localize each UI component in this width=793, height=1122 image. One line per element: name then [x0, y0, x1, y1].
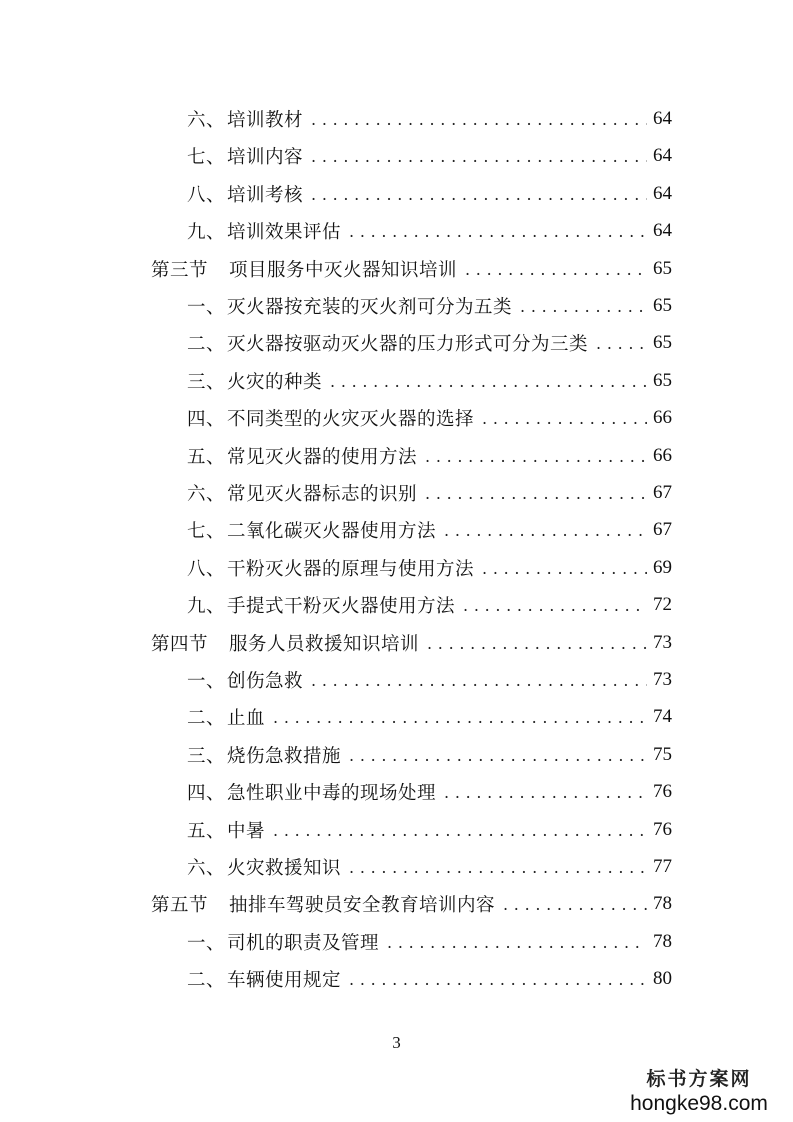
toc-entry-label [187, 555, 474, 581]
toc-entry-page: 65 [653, 332, 672, 354]
watermark [619, 1068, 779, 1116]
toc-subsection-entry[interactable] [187, 740, 672, 770]
toc-subsection-entry[interactable] [187, 590, 672, 620]
toc-entry-separator: 、 [206, 184, 226, 206]
toc-entry-separator: 、 [206, 858, 226, 879]
toc-entry-title: 烧伤急救措施 [227, 745, 342, 767]
toc-entry-title: 急性职业中毒的现场处理 [227, 783, 437, 805]
toc-entry-label [187, 143, 303, 169]
toc-entry-page: 77 [653, 856, 672, 877]
toc-entry-label [151, 891, 495, 917]
toc-entry-number: 五 [187, 820, 207, 842]
toc-entry-label [187, 368, 322, 394]
toc-entry-separator: 、 [206, 745, 226, 767]
toc-entry-number: 九 [187, 222, 207, 244]
dot-leader [311, 665, 647, 695]
toc-entry-page: 64 [653, 220, 672, 242]
toc-entry-number: 一 [187, 932, 207, 954]
toc-entry-title: 常见灭火器的使用方法 [227, 446, 418, 468]
toc-entry-title: 手提式干粉灭火器使用方法 [227, 596, 456, 618]
dot-leader [427, 628, 647, 658]
toc-entry-number: 第四节 [151, 633, 209, 655]
toc-entry-label [187, 742, 341, 768]
dot-leader [311, 141, 647, 171]
toc-entry-title: 灭火器按充装的灭火剂可分为五类 [227, 297, 513, 318]
toc-subsection-entry[interactable] [187, 515, 672, 545]
toc-entry-page: 75 [653, 743, 672, 765]
toc-subsection-entry[interactable] [187, 964, 672, 994]
toc-entry-page: 67 [653, 519, 672, 541]
toc-entry-number: 一 [187, 671, 207, 692]
toc-entry-number: 三 [187, 745, 207, 767]
toc-entry-number: 三 [187, 371, 207, 393]
toc-entry-label [187, 667, 303, 693]
toc-entry-page: 66 [653, 407, 672, 429]
toc-entry-separator: 、 [206, 484, 226, 505]
toc-entry-label [151, 630, 419, 656]
toc-entry-separator [208, 260, 227, 281]
toc-entry-number: 二 [187, 970, 207, 992]
toc-entry-separator: 、 [206, 147, 226, 169]
toc-subsection-entry[interactable] [187, 702, 672, 732]
toc-entry-number: 第五节 [151, 895, 209, 917]
toc-entry-page: 78 [653, 893, 672, 915]
dot-leader [311, 104, 647, 134]
toc-entry-label [187, 966, 341, 992]
toc-entry-number: 五 [187, 446, 207, 468]
toc-entry-number: 八 [187, 184, 207, 206]
toc-subsection-entry[interactable] [187, 403, 672, 433]
toc-entry-title: 项目服务中灭火器知识培训 [229, 259, 458, 281]
toc-entry-page: 73 [653, 669, 672, 690]
toc-entry-separator: 、 [206, 222, 226, 244]
toc-entry-number: 七 [187, 521, 207, 543]
dot-leader [465, 254, 647, 284]
dot-leader [273, 815, 647, 845]
toc-entry-separator: 、 [206, 521, 226, 543]
dot-leader [425, 441, 647, 471]
toc-entry-number: 二 [187, 334, 207, 356]
toc-entry-number: 八 [187, 558, 207, 580]
toc-entry-separator: 、 [206, 932, 226, 954]
toc-entry-page: 65 [653, 369, 672, 391]
toc-entry-page: 67 [653, 482, 672, 503]
toc-entry-label [187, 218, 341, 244]
toc-entry-number: 四 [187, 783, 207, 805]
toc-entry-title: 培训教材 [227, 110, 304, 131]
toc-entry-label [187, 181, 303, 207]
toc-entry-number: 七 [187, 147, 207, 169]
toc-entry-number: 四 [187, 409, 207, 431]
toc-entry-page: 66 [653, 444, 672, 466]
toc-entry-separator: 、 [206, 297, 226, 318]
toc-entry-title: 抽排车驾驶员安全教育培训内容 [229, 895, 496, 917]
toc-entry-number: 六 [187, 110, 207, 131]
toc-entry-page: 74 [653, 706, 672, 728]
toc-subsection-entry[interactable] [187, 104, 672, 134]
toc-entry-page: 64 [653, 182, 672, 204]
toc-subsection-entry[interactable] [187, 216, 672, 246]
toc-entry-label [187, 330, 588, 356]
toc-entry-page: 72 [653, 594, 672, 616]
toc-subsection-entry[interactable] [187, 777, 672, 807]
toc-entry-number: 六 [187, 858, 207, 879]
toc-entry-label [187, 704, 265, 730]
toc-entry-title: 培训效果评估 [227, 222, 342, 244]
toc-entry-title: 创伤急救 [227, 671, 304, 692]
toc-subsection-entry[interactable] [187, 291, 672, 321]
toc-entry-title: 灭火器按驱动灭火器的压力形式可分为三类 [227, 334, 589, 356]
toc-entry-title: 干粉灭火器的原理与使用方法 [227, 558, 475, 580]
dot-leader [349, 964, 647, 994]
dot-leader [463, 590, 647, 620]
toc-entry-separator: 、 [206, 783, 226, 805]
dot-leader [596, 328, 647, 358]
dot-leader [444, 777, 647, 807]
dot-leader [349, 740, 647, 770]
toc-entry-label [187, 443, 417, 469]
toc-subsection-entry[interactable] [187, 328, 672, 358]
toc-subsection-entry[interactable] [187, 366, 672, 396]
toc-subsection-entry[interactable] [187, 927, 672, 957]
toc-entry-page: 78 [653, 930, 672, 952]
toc-entry-title: 止血 [227, 708, 266, 730]
toc-entry-separator: 、 [206, 334, 226, 356]
watermark-url: hongke98.com [630, 1092, 768, 1115]
toc-entry-label [187, 106, 303, 132]
toc-entry-label [187, 817, 265, 843]
toc-subsection-entry[interactable] [187, 553, 672, 583]
toc-entry-page: 65 [653, 295, 672, 316]
toc-entry-title: 火灾的种类 [227, 371, 323, 393]
toc-entry-label [151, 256, 457, 282]
toc-entry-title: 不同类型的火灾灭火器的选择 [227, 409, 475, 431]
toc-entry-page: 76 [653, 781, 672, 803]
toc-entry-separator: 、 [206, 708, 226, 730]
toc-entry-separator [208, 895, 227, 916]
toc-entry-separator: 、 [206, 970, 226, 992]
toc-entry-title: 火灾救援知识 [227, 858, 342, 879]
dot-leader [520, 291, 647, 321]
watermark-title: 标书方案网 [646, 1068, 752, 1090]
toc-entry-page: 64 [653, 145, 672, 167]
toc-entry-title: 中暑 [227, 820, 266, 842]
dot-leader [387, 927, 647, 957]
toc-entry-title: 常见灭火器标志的识别 [227, 484, 418, 505]
toc-entry-label [187, 929, 379, 955]
toc-entry-label [187, 854, 341, 880]
toc-entry-separator: 、 [206, 409, 226, 431]
toc-entry-title: 培训考核 [227, 184, 304, 206]
dot-leader [425, 478, 647, 508]
toc-entry-number: 一 [187, 297, 207, 318]
toc-entry-separator: 、 [206, 671, 226, 692]
toc-entry-number: 二 [187, 708, 207, 730]
dot-leader [482, 553, 647, 583]
toc-entry-number: 九 [187, 596, 207, 618]
toc-entry-number: 六 [187, 484, 207, 505]
toc-section-entry[interactable] [151, 628, 672, 658]
dot-leader [273, 702, 647, 732]
dot-leader [482, 403, 647, 433]
toc-entry-separator: 、 [206, 558, 226, 580]
toc-entry-label [187, 405, 474, 431]
toc-entry-title: 服务人员救援知识培训 [229, 633, 420, 655]
toc-entry-separator: 、 [206, 596, 226, 618]
toc-entry-title: 司机的职责及管理 [227, 932, 380, 954]
toc-subsection-entry[interactable] [187, 815, 672, 845]
toc-entry-label [187, 517, 436, 543]
toc-entry-separator [208, 634, 227, 655]
toc-entry-label [187, 293, 512, 319]
toc-subsection-entry[interactable] [187, 141, 672, 171]
toc-entry-label [187, 480, 417, 506]
toc-entry-page: 76 [653, 818, 672, 840]
dot-leader [311, 179, 647, 209]
dot-leader [444, 515, 647, 545]
toc-subsection-entry[interactable] [187, 179, 672, 209]
toc-subsection-entry[interactable] [187, 665, 672, 695]
toc-entry-page: 80 [653, 968, 672, 990]
toc-section-entry[interactable] [151, 889, 672, 919]
toc-entry-separator: 、 [206, 820, 226, 842]
dot-leader [349, 852, 647, 882]
toc-entry-separator: 、 [206, 110, 226, 131]
toc-entry-title: 培训内容 [227, 147, 304, 169]
toc-subsection-entry[interactable] [187, 478, 672, 508]
toc-entry-page: 69 [653, 556, 672, 578]
toc-subsection-entry[interactable] [187, 852, 672, 882]
toc-entry-number: 第三节 [151, 259, 209, 281]
toc-entry-page: 65 [653, 257, 672, 279]
toc-entry-page: 64 [653, 108, 672, 129]
toc-entry-separator: 、 [206, 446, 226, 468]
toc-entry-title: 二氧化碳灭火器使用方法 [227, 521, 437, 543]
toc-entry-page: 73 [653, 631, 672, 653]
toc-section-entry[interactable] [151, 254, 672, 284]
dot-leader [330, 366, 647, 396]
dot-leader [503, 889, 647, 919]
toc-entry-separator: 、 [206, 371, 226, 393]
page-number: 3 [392, 1033, 401, 1052]
toc-subsection-entry[interactable] [187, 441, 672, 471]
toc-entry-label [187, 592, 455, 618]
toc-entry-label [187, 779, 436, 805]
dot-leader [349, 216, 647, 246]
toc-entry-title: 车辆使用规定 [227, 970, 342, 992]
